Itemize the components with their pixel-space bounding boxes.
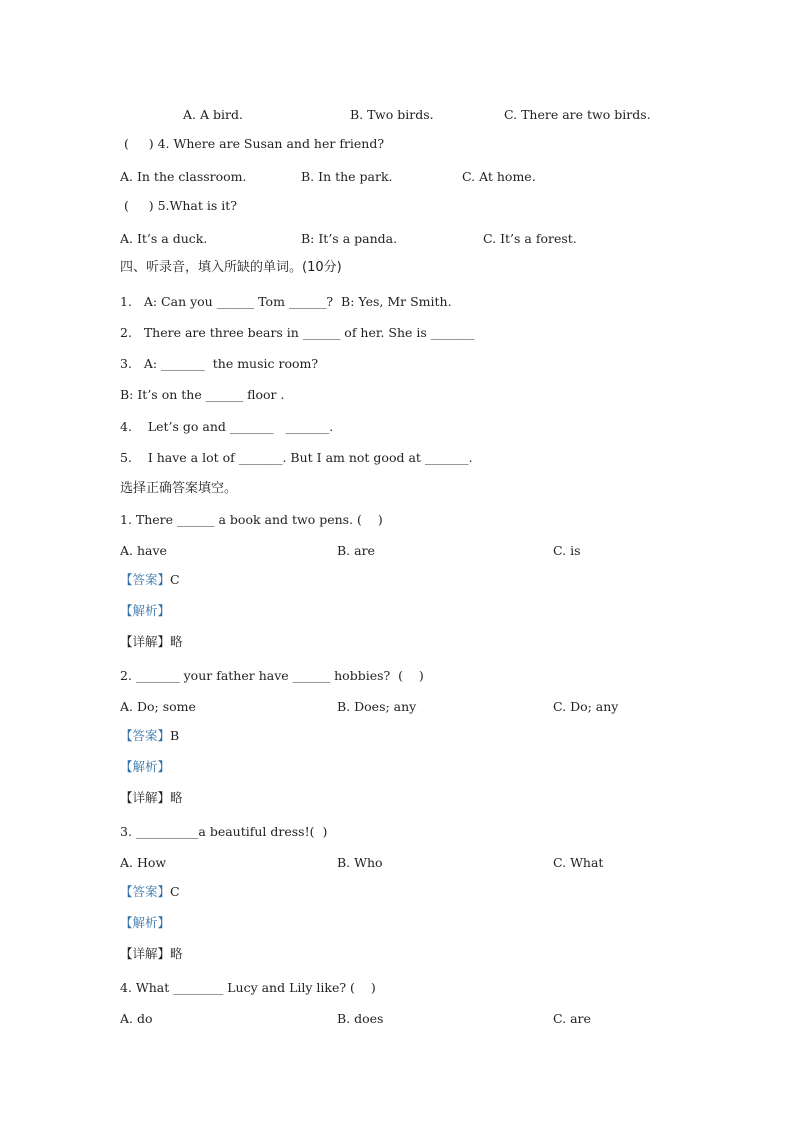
answer-value: C xyxy=(170,572,180,587)
answer-tag: 【答案】 xyxy=(120,884,171,899)
detail-value: 略 xyxy=(170,790,183,805)
fill-line-5: 5. I have a lot of _______. But I am not good at _______. xyxy=(120,450,473,465)
mc1-answer xyxy=(120,572,180,588)
mc3-detail xyxy=(120,946,183,962)
section-4-title: 四、听录音，填入所缺的单词。(10分) xyxy=(120,260,342,275)
detail-tag: 【详解】 xyxy=(120,946,171,961)
fill-line-3: 3. A: _______ the music room? xyxy=(120,356,319,371)
q4-option-b: B. In the park. xyxy=(301,169,393,184)
mc2-analysis: 【解析】 xyxy=(120,759,171,774)
mc2-option-c: C. Do; any xyxy=(553,699,619,714)
q5-option-a: A. It’s a duck. xyxy=(120,231,208,246)
mc3-option-b: B. Who xyxy=(337,855,383,870)
mc-question-2: 2. _______ your father have ______ hobbies? ( ) xyxy=(120,668,424,683)
q4-option-a: A. In the classroom. xyxy=(120,169,247,184)
detail-tag: 【详解】 xyxy=(120,634,171,649)
mc4-option-c: C. are xyxy=(553,1011,591,1026)
detail-tag: 【详解】 xyxy=(120,790,171,805)
fill-line-4: 4. Let’s go and _______ _______. xyxy=(120,419,334,434)
mc-question-4: 4. What ________ Lucy and Lily like? ( ) xyxy=(120,980,376,995)
detail-value: 略 xyxy=(170,634,183,649)
section-5-title: 选择正确答案填空。 xyxy=(120,481,238,496)
option-b: B. Two birds. xyxy=(350,107,434,122)
answer-tag: 【答案】 xyxy=(120,572,171,587)
mc3-analysis: 【解析】 xyxy=(120,915,171,930)
mc1-option-a: A. have xyxy=(120,543,167,558)
mc3-option-a: A. How xyxy=(120,855,167,870)
detail-value: 略 xyxy=(170,946,183,961)
answer-tag: 【答案】 xyxy=(120,728,171,743)
question-5: ( ) 5.What is it? xyxy=(124,198,237,213)
answer-value: C xyxy=(170,884,180,899)
mc1-detail xyxy=(120,634,183,650)
mc2-option-a: A. Do; some xyxy=(120,699,196,714)
option-a: A. A bird. xyxy=(183,107,243,122)
fill-line-2: 2. There are three bears in ______ of her. She is _______ xyxy=(120,325,475,340)
mc-question-1: 1. There ______ a book and two pens. ( ) xyxy=(120,512,383,527)
question-4: ( ) 4. Where are Susan and her friend? xyxy=(124,136,385,151)
fill-line-3b: B: It’s on the ______ floor . xyxy=(120,387,285,402)
mc4-option-a: A. do xyxy=(120,1011,153,1026)
fill-line-1: 1. A: Can you ______ Tom ______? B: Yes, Mr Smith. xyxy=(120,294,452,309)
mc2-option-b: B. Does; any xyxy=(337,699,417,714)
mc2-answer xyxy=(120,728,179,744)
mc3-option-c: C. What xyxy=(553,855,604,870)
q4-option-c: C. At home. xyxy=(462,169,536,184)
mc4-option-b: B. does xyxy=(337,1011,384,1026)
mc2-detail xyxy=(120,790,183,806)
mc1-analysis: 【解析】 xyxy=(120,603,171,618)
q5-option-c: C. It’s a forest. xyxy=(483,231,577,246)
option-c: C. There are two birds. xyxy=(504,107,651,122)
mc1-option-c: C. is xyxy=(553,543,581,558)
answer-value: B xyxy=(170,728,180,743)
mc3-answer xyxy=(120,884,180,900)
mc1-option-b: B. are xyxy=(337,543,375,558)
mc-question-3: 3. __________a beautiful dress!( ) xyxy=(120,824,328,839)
q5-option-b: B: It’s a panda. xyxy=(301,231,398,246)
